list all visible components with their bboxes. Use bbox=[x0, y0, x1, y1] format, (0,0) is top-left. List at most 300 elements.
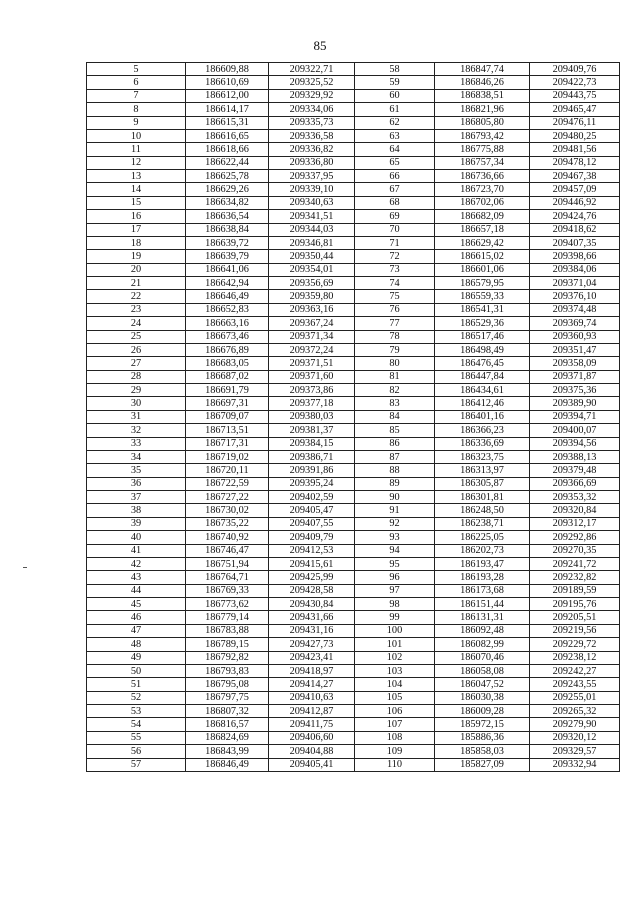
point-number-right: 59 bbox=[355, 76, 435, 89]
x-coordinate-right: 186821,96 bbox=[435, 103, 530, 116]
x-coordinate-right: 186047,52 bbox=[435, 678, 530, 691]
point-number-left: 13 bbox=[87, 170, 186, 183]
x-coordinate-right: 185886,36 bbox=[435, 731, 530, 744]
y-coordinate-right: 209374,48 bbox=[530, 303, 620, 316]
y-coordinate-left: 209335,73 bbox=[269, 116, 355, 129]
point-number-right: 64 bbox=[355, 143, 435, 156]
y-coordinate-right: 209418,62 bbox=[530, 223, 620, 236]
y-coordinate-left: 209415,61 bbox=[269, 557, 355, 570]
y-coordinate-right: 209229,72 bbox=[530, 638, 620, 651]
x-coordinate-right: 186009,28 bbox=[435, 705, 530, 718]
x-coordinate-right: 186202,73 bbox=[435, 544, 530, 557]
table-row bbox=[87, 664, 620, 677]
point-number-right: 98 bbox=[355, 598, 435, 611]
y-coordinate-right: 209369,74 bbox=[530, 317, 620, 330]
x-coordinate-right: 186805,80 bbox=[435, 116, 530, 129]
x-coordinate-left: 186673,46 bbox=[186, 330, 269, 343]
y-coordinate-left: 209322,71 bbox=[269, 63, 355, 76]
y-coordinate-left: 209371,60 bbox=[269, 370, 355, 383]
y-coordinate-left: 209410,63 bbox=[269, 691, 355, 704]
x-coordinate-right: 186193,47 bbox=[435, 557, 530, 570]
table-row bbox=[87, 571, 620, 584]
table-row bbox=[87, 129, 620, 142]
x-coordinate-right: 186323,75 bbox=[435, 450, 530, 463]
point-number-left: 7 bbox=[87, 89, 186, 102]
point-number-right: 66 bbox=[355, 170, 435, 183]
y-coordinate-left: 209384,15 bbox=[269, 437, 355, 450]
point-number-left: 31 bbox=[87, 410, 186, 423]
x-coordinate-right: 186559,33 bbox=[435, 290, 530, 303]
point-number-left: 10 bbox=[87, 129, 186, 142]
x-coordinate-left: 186663,16 bbox=[186, 317, 269, 330]
point-number-right: 83 bbox=[355, 397, 435, 410]
y-coordinate-right: 209195,76 bbox=[530, 598, 620, 611]
y-coordinate-left: 209337,95 bbox=[269, 170, 355, 183]
x-coordinate-right: 186615,02 bbox=[435, 250, 530, 263]
y-coordinate-left: 209404,88 bbox=[269, 745, 355, 758]
point-number-left: 52 bbox=[87, 691, 186, 704]
y-coordinate-right: 209265,32 bbox=[530, 705, 620, 718]
y-coordinate-left: 209414,27 bbox=[269, 678, 355, 691]
point-number-left: 18 bbox=[87, 236, 186, 249]
y-coordinate-right: 209332,94 bbox=[530, 758, 620, 771]
point-number-right: 82 bbox=[355, 384, 435, 397]
x-coordinate-left: 186720,11 bbox=[186, 464, 269, 477]
y-coordinate-left: 209356,69 bbox=[269, 277, 355, 290]
y-coordinate-left: 209350,44 bbox=[269, 250, 355, 263]
point-number-left: 43 bbox=[87, 571, 186, 584]
point-number-left: 25 bbox=[87, 330, 186, 343]
point-number-left: 57 bbox=[87, 758, 186, 771]
point-number-left: 36 bbox=[87, 477, 186, 490]
y-coordinate-left: 209359,80 bbox=[269, 290, 355, 303]
x-coordinate-right: 186736,66 bbox=[435, 170, 530, 183]
table-row bbox=[87, 183, 620, 196]
y-coordinate-right: 209481,56 bbox=[530, 143, 620, 156]
y-coordinate-right: 209232,82 bbox=[530, 571, 620, 584]
y-coordinate-left: 209431,16 bbox=[269, 624, 355, 637]
point-number-right: 104 bbox=[355, 678, 435, 691]
x-coordinate-left: 186676,89 bbox=[186, 343, 269, 356]
x-coordinate-right: 186682,09 bbox=[435, 210, 530, 223]
x-coordinate-left: 186629,26 bbox=[186, 183, 269, 196]
point-number-right: 75 bbox=[355, 290, 435, 303]
x-coordinate-right: 185827,09 bbox=[435, 758, 530, 771]
table-row bbox=[87, 544, 620, 557]
point-number-right: 79 bbox=[355, 343, 435, 356]
table-row bbox=[87, 705, 620, 718]
point-number-left: 35 bbox=[87, 464, 186, 477]
point-number-left: 42 bbox=[87, 557, 186, 570]
y-coordinate-left: 209334,06 bbox=[269, 103, 355, 116]
table-row bbox=[87, 343, 620, 356]
point-number-left: 39 bbox=[87, 517, 186, 530]
y-coordinate-left: 209363,16 bbox=[269, 303, 355, 316]
y-coordinate-left: 209391,86 bbox=[269, 464, 355, 477]
y-coordinate-right: 209398,66 bbox=[530, 250, 620, 263]
y-coordinate-right: 209353,32 bbox=[530, 491, 620, 504]
y-coordinate-left: 209418,97 bbox=[269, 664, 355, 677]
table-row bbox=[87, 116, 620, 129]
table-row bbox=[87, 504, 620, 517]
point-number-right: 61 bbox=[355, 103, 435, 116]
y-coordinate-right: 209389,90 bbox=[530, 397, 620, 410]
point-number-right: 107 bbox=[355, 718, 435, 731]
x-coordinate-right: 186723,70 bbox=[435, 183, 530, 196]
y-coordinate-left: 209381,37 bbox=[269, 424, 355, 437]
table-row bbox=[87, 330, 620, 343]
point-number-right: 100 bbox=[355, 624, 435, 637]
x-coordinate-left: 186792,82 bbox=[186, 651, 269, 664]
x-coordinate-left: 186797,75 bbox=[186, 691, 269, 704]
y-coordinate-left: 209336,58 bbox=[269, 129, 355, 142]
y-coordinate-right: 209371,87 bbox=[530, 370, 620, 383]
table-row bbox=[87, 450, 620, 463]
y-coordinate-right: 209443,75 bbox=[530, 89, 620, 102]
y-coordinate-right: 209478,12 bbox=[530, 156, 620, 169]
x-coordinate-left: 186717,31 bbox=[186, 437, 269, 450]
x-coordinate-right: 186793,42 bbox=[435, 129, 530, 142]
x-coordinate-left: 186636,54 bbox=[186, 210, 269, 223]
table-row bbox=[87, 678, 620, 691]
x-coordinate-left: 186609,88 bbox=[186, 63, 269, 76]
point-number-left: 32 bbox=[87, 424, 186, 437]
point-number-left: 17 bbox=[87, 223, 186, 236]
x-coordinate-left: 186622,44 bbox=[186, 156, 269, 169]
y-coordinate-right: 209465,47 bbox=[530, 103, 620, 116]
table-row bbox=[87, 531, 620, 544]
x-coordinate-left: 186610,69 bbox=[186, 76, 269, 89]
point-number-right: 93 bbox=[355, 531, 435, 544]
y-coordinate-left: 209395,24 bbox=[269, 477, 355, 490]
y-coordinate-right: 209219,56 bbox=[530, 624, 620, 637]
point-number-left: 45 bbox=[87, 598, 186, 611]
x-coordinate-right: 186058,08 bbox=[435, 664, 530, 677]
y-coordinate-right: 209351,47 bbox=[530, 343, 620, 356]
y-coordinate-right: 209467,38 bbox=[530, 170, 620, 183]
y-coordinate-left: 209340,63 bbox=[269, 196, 355, 209]
x-coordinate-right: 186082,99 bbox=[435, 638, 530, 651]
x-coordinate-right: 186301,81 bbox=[435, 491, 530, 504]
point-number-right: 102 bbox=[355, 651, 435, 664]
y-coordinate-right: 209375,36 bbox=[530, 384, 620, 397]
y-coordinate-right: 209279,90 bbox=[530, 718, 620, 731]
point-number-right: 74 bbox=[355, 277, 435, 290]
x-coordinate-right: 186838,51 bbox=[435, 89, 530, 102]
x-coordinate-right: 186657,18 bbox=[435, 223, 530, 236]
x-coordinate-right: 186702,06 bbox=[435, 196, 530, 209]
y-coordinate-left: 209346,81 bbox=[269, 236, 355, 249]
point-number-right: 58 bbox=[355, 63, 435, 76]
x-coordinate-left: 186691,79 bbox=[186, 384, 269, 397]
point-number-right: 89 bbox=[355, 477, 435, 490]
x-coordinate-left: 186614,17 bbox=[186, 103, 269, 116]
x-coordinate-left: 186740,92 bbox=[186, 531, 269, 544]
point-number-left: 9 bbox=[87, 116, 186, 129]
y-coordinate-right: 209457,09 bbox=[530, 183, 620, 196]
point-number-right: 80 bbox=[355, 357, 435, 370]
point-number-right: 67 bbox=[355, 183, 435, 196]
y-coordinate-right: 209255,01 bbox=[530, 691, 620, 704]
point-number-right: 109 bbox=[355, 745, 435, 758]
x-coordinate-right: 186225,05 bbox=[435, 531, 530, 544]
table-row bbox=[87, 63, 620, 76]
coordinates-table-body bbox=[87, 63, 620, 772]
point-number-right: 94 bbox=[355, 544, 435, 557]
x-coordinate-right: 186757,34 bbox=[435, 156, 530, 169]
table-row bbox=[87, 397, 620, 410]
point-number-left: 11 bbox=[87, 143, 186, 156]
point-number-left: 34 bbox=[87, 450, 186, 463]
y-coordinate-right: 209376,10 bbox=[530, 290, 620, 303]
y-coordinate-right: 209320,84 bbox=[530, 504, 620, 517]
x-coordinate-left: 186641,06 bbox=[186, 263, 269, 276]
table-row bbox=[87, 357, 620, 370]
table-row bbox=[87, 143, 620, 156]
table-row bbox=[87, 263, 620, 276]
point-number-right: 92 bbox=[355, 517, 435, 530]
x-coordinate-left: 186824,69 bbox=[186, 731, 269, 744]
point-number-right: 110 bbox=[355, 758, 435, 771]
table-row bbox=[87, 250, 620, 263]
point-number-left: 28 bbox=[87, 370, 186, 383]
x-coordinate-right: 186070,46 bbox=[435, 651, 530, 664]
point-number-right: 63 bbox=[355, 129, 435, 142]
x-coordinate-left: 186634,82 bbox=[186, 196, 269, 209]
x-coordinate-right: 186775,88 bbox=[435, 143, 530, 156]
y-coordinate-left: 209407,55 bbox=[269, 517, 355, 530]
point-number-left: 33 bbox=[87, 437, 186, 450]
table-row bbox=[87, 156, 620, 169]
x-coordinate-left: 186807,32 bbox=[186, 705, 269, 718]
x-coordinate-left: 186764,71 bbox=[186, 571, 269, 584]
point-number-left: 21 bbox=[87, 277, 186, 290]
coordinates-table bbox=[86, 62, 620, 772]
x-coordinate-right: 186248,50 bbox=[435, 504, 530, 517]
x-coordinate-right: 186336,69 bbox=[435, 437, 530, 450]
y-coordinate-right: 209242,27 bbox=[530, 664, 620, 677]
table-row bbox=[87, 170, 620, 183]
x-coordinate-left: 186612,00 bbox=[186, 89, 269, 102]
point-number-left: 12 bbox=[87, 156, 186, 169]
y-coordinate-left: 209336,80 bbox=[269, 156, 355, 169]
y-coordinate-left: 209325,52 bbox=[269, 76, 355, 89]
x-coordinate-left: 186639,72 bbox=[186, 236, 269, 249]
point-number-left: 14 bbox=[87, 183, 186, 196]
point-number-right: 90 bbox=[355, 491, 435, 504]
y-coordinate-left: 209412,87 bbox=[269, 705, 355, 718]
x-coordinate-left: 186769,33 bbox=[186, 584, 269, 597]
point-number-right: 84 bbox=[355, 410, 435, 423]
table-row bbox=[87, 196, 620, 209]
y-coordinate-right: 209424,76 bbox=[530, 210, 620, 223]
table-row bbox=[87, 410, 620, 423]
y-coordinate-right: 209360,93 bbox=[530, 330, 620, 343]
y-coordinate-right: 209243,55 bbox=[530, 678, 620, 691]
table-row bbox=[87, 651, 620, 664]
point-number-right: 70 bbox=[355, 223, 435, 236]
y-coordinate-right: 209238,12 bbox=[530, 651, 620, 664]
y-coordinate-right: 209270,35 bbox=[530, 544, 620, 557]
x-coordinate-right: 186601,06 bbox=[435, 263, 530, 276]
y-coordinate-right: 209320,12 bbox=[530, 731, 620, 744]
point-number-left: 29 bbox=[87, 384, 186, 397]
point-number-left: 23 bbox=[87, 303, 186, 316]
point-number-right: 77 bbox=[355, 317, 435, 330]
x-coordinate-right: 186193,28 bbox=[435, 571, 530, 584]
point-number-left: 46 bbox=[87, 611, 186, 624]
x-coordinate-right: 186847,74 bbox=[435, 63, 530, 76]
point-number-right: 85 bbox=[355, 424, 435, 437]
y-coordinate-right: 209329,57 bbox=[530, 745, 620, 758]
y-coordinate-right: 209371,04 bbox=[530, 277, 620, 290]
y-coordinate-left: 209423,41 bbox=[269, 651, 355, 664]
x-coordinate-right: 186541,31 bbox=[435, 303, 530, 316]
point-number-left: 19 bbox=[87, 250, 186, 263]
table-row bbox=[87, 611, 620, 624]
y-coordinate-left: 209341,51 bbox=[269, 210, 355, 223]
point-number-right: 69 bbox=[355, 210, 435, 223]
table-row bbox=[87, 758, 620, 771]
x-coordinate-right: 186305,87 bbox=[435, 477, 530, 490]
point-number-left: 53 bbox=[87, 705, 186, 718]
table-row bbox=[87, 477, 620, 490]
y-coordinate-right: 209476,11 bbox=[530, 116, 620, 129]
point-number-right: 78 bbox=[355, 330, 435, 343]
x-coordinate-left: 186646,49 bbox=[186, 290, 269, 303]
y-coordinate-left: 209431,66 bbox=[269, 611, 355, 624]
x-coordinate-left: 186615,31 bbox=[186, 116, 269, 129]
y-coordinate-left: 209425,99 bbox=[269, 571, 355, 584]
x-coordinate-left: 186746,47 bbox=[186, 544, 269, 557]
x-coordinate-right: 186173,68 bbox=[435, 584, 530, 597]
y-coordinate-right: 209241,72 bbox=[530, 557, 620, 570]
x-coordinate-left: 186773,62 bbox=[186, 598, 269, 611]
table-row bbox=[87, 89, 620, 102]
table-row bbox=[87, 236, 620, 249]
x-coordinate-right: 186092,48 bbox=[435, 624, 530, 637]
point-number-left: 5 bbox=[87, 63, 186, 76]
y-coordinate-right: 209312,17 bbox=[530, 517, 620, 530]
y-coordinate-right: 209409,76 bbox=[530, 63, 620, 76]
table-row bbox=[87, 691, 620, 704]
point-number-right: 65 bbox=[355, 156, 435, 169]
y-coordinate-left: 209371,51 bbox=[269, 357, 355, 370]
x-coordinate-left: 186719,02 bbox=[186, 450, 269, 463]
y-coordinate-right: 209394,71 bbox=[530, 410, 620, 423]
x-coordinate-left: 186793,83 bbox=[186, 664, 269, 677]
point-number-left: 15 bbox=[87, 196, 186, 209]
y-coordinate-left: 209406,60 bbox=[269, 731, 355, 744]
y-coordinate-left: 209411,75 bbox=[269, 718, 355, 731]
table-row bbox=[87, 598, 620, 611]
page-number: 85 bbox=[313, 38, 327, 53]
x-coordinate-right: 186434,61 bbox=[435, 384, 530, 397]
y-coordinate-left: 209354,01 bbox=[269, 263, 355, 276]
point-number-left: 41 bbox=[87, 544, 186, 557]
point-number-left: 48 bbox=[87, 638, 186, 651]
point-number-left: 20 bbox=[87, 263, 186, 276]
y-coordinate-left: 209428,58 bbox=[269, 584, 355, 597]
point-number-left: 24 bbox=[87, 317, 186, 330]
x-coordinate-right: 186030,38 bbox=[435, 691, 530, 704]
point-number-right: 91 bbox=[355, 504, 435, 517]
table-row bbox=[87, 437, 620, 450]
point-number-right: 76 bbox=[355, 303, 435, 316]
x-coordinate-left: 186697,31 bbox=[186, 397, 269, 410]
x-coordinate-left: 186843,99 bbox=[186, 745, 269, 758]
point-number-left: 26 bbox=[87, 343, 186, 356]
x-coordinate-left: 186709,07 bbox=[186, 410, 269, 423]
y-coordinate-left: 209405,47 bbox=[269, 504, 355, 517]
y-coordinate-left: 209402,59 bbox=[269, 491, 355, 504]
point-number-left: 30 bbox=[87, 397, 186, 410]
point-number-left: 49 bbox=[87, 651, 186, 664]
y-coordinate-left: 209371,34 bbox=[269, 330, 355, 343]
point-number-left: 22 bbox=[87, 290, 186, 303]
table-row bbox=[87, 76, 620, 89]
y-coordinate-right: 209384,06 bbox=[530, 263, 620, 276]
x-coordinate-right: 185972,15 bbox=[435, 718, 530, 731]
x-coordinate-right: 186238,71 bbox=[435, 517, 530, 530]
table-row bbox=[87, 718, 620, 731]
y-coordinate-right: 209446,92 bbox=[530, 196, 620, 209]
x-coordinate-left: 186639,79 bbox=[186, 250, 269, 263]
y-coordinate-left: 209336,82 bbox=[269, 143, 355, 156]
y-coordinate-left: 209427,73 bbox=[269, 638, 355, 651]
x-coordinate-left: 186735,22 bbox=[186, 517, 269, 530]
point-number-right: 103 bbox=[355, 664, 435, 677]
point-number-right: 71 bbox=[355, 236, 435, 249]
point-number-right: 95 bbox=[355, 557, 435, 570]
point-number-left: 40 bbox=[87, 531, 186, 544]
x-coordinate-right: 186151,44 bbox=[435, 598, 530, 611]
y-coordinate-left: 209339,10 bbox=[269, 183, 355, 196]
table-row bbox=[87, 210, 620, 223]
x-coordinate-left: 186727,22 bbox=[186, 491, 269, 504]
point-number-left: 50 bbox=[87, 664, 186, 677]
x-coordinate-left: 186789,15 bbox=[186, 638, 269, 651]
table-row bbox=[87, 290, 620, 303]
point-number-left: 51 bbox=[87, 678, 186, 691]
x-coordinate-left: 186783,88 bbox=[186, 624, 269, 637]
table-row bbox=[87, 103, 620, 116]
x-coordinate-left: 186616,65 bbox=[186, 129, 269, 142]
y-coordinate-right: 209379,48 bbox=[530, 464, 620, 477]
table-row bbox=[87, 638, 620, 651]
x-coordinate-right: 186366,23 bbox=[435, 424, 530, 437]
point-number-left: 38 bbox=[87, 504, 186, 517]
point-number-right: 88 bbox=[355, 464, 435, 477]
x-coordinate-left: 186779,14 bbox=[186, 611, 269, 624]
x-coordinate-right: 186401,16 bbox=[435, 410, 530, 423]
y-coordinate-right: 209480,25 bbox=[530, 129, 620, 142]
x-coordinate-right: 186517,46 bbox=[435, 330, 530, 343]
x-coordinate-left: 186722,59 bbox=[186, 477, 269, 490]
point-number-left: 47 bbox=[87, 624, 186, 637]
point-number-left: 56 bbox=[87, 745, 186, 758]
point-number-right: 96 bbox=[355, 571, 435, 584]
x-coordinate-left: 186751,94 bbox=[186, 557, 269, 570]
point-number-right: 108 bbox=[355, 731, 435, 744]
y-coordinate-left: 209344,03 bbox=[269, 223, 355, 236]
point-number-left: 54 bbox=[87, 718, 186, 731]
x-coordinate-right: 186313,97 bbox=[435, 464, 530, 477]
point-number-right: 72 bbox=[355, 250, 435, 263]
table-row bbox=[87, 370, 620, 383]
x-coordinate-left: 186683,05 bbox=[186, 357, 269, 370]
y-coordinate-left: 209329,92 bbox=[269, 89, 355, 102]
